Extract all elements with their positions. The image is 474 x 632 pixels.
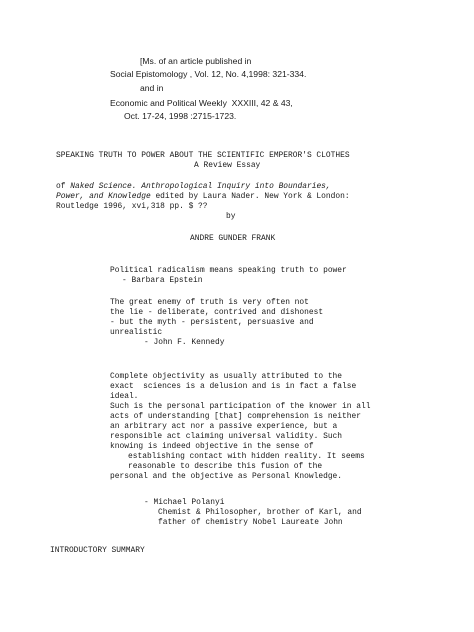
- quote3-line-11: personal and the objective as Personal Knowledge.: [110, 472, 343, 481]
- citation-editor: edited by Laura Nader. New York & London:: [150, 192, 350, 201]
- quote3-attribution-detail-1: Chemist & Philosopher, brother of Karl, and: [158, 508, 362, 517]
- quote3-line-2: exact sciences is a delusion and is in fact a false: [110, 382, 357, 391]
- quote2-attribution: - John F. Kennedy: [144, 338, 225, 347]
- header-line-3: and in: [140, 83, 164, 93]
- quote2-line-1: The great enemy of truth is very often not: [110, 298, 309, 307]
- review-citation-line-3: Routledge 1996, xvi,318 pp. $ ??: [56, 202, 208, 211]
- quote3-line-8: knowing is indeed objective in the sense of: [110, 442, 314, 451]
- quote3-attribution: - Michael Polanyi: [144, 498, 225, 507]
- review-citation-line-2: [56, 192, 350, 202]
- quote3-line-6: an arbitrary act nor a passive experience, but a: [110, 422, 338, 431]
- header-line-4: Economic and Political Weekly XXXIII, 42 & 43,: [110, 98, 293, 108]
- citation-prefix: of: [56, 182, 71, 191]
- quote3-line-9: establishing contact with hidden reality. It seems: [128, 452, 365, 461]
- quote3-line-1: Complete objectivity as usually attributed to the: [110, 372, 343, 381]
- review-citation-line-1: [56, 182, 331, 192]
- quote3-line-3: ideal.: [110, 392, 139, 401]
- essay-subtitle: A Review Essay: [194, 161, 261, 170]
- quote2-line-4: unrealistic: [110, 328, 163, 337]
- quote3-line-4: Such is the personal participation of the knower in all: [110, 402, 371, 411]
- quote2-line-3: - but the myth - persistent, persuasive and: [110, 318, 314, 327]
- header-line-1: [Ms. of an article published in: [140, 56, 252, 66]
- essay-title: SPEAKING TRUTH TO POWER ABOUT THE SCIENTIFIC EMPEROR'S CLOTHES: [56, 151, 350, 160]
- header-line-5: Oct. 17-24, 1998 :2715-1723.: [124, 111, 237, 121]
- section-heading: INTRODUCTORY SUMMARY: [50, 546, 145, 555]
- quote3-line-5: acts of understanding [that] comprehension is neither: [110, 412, 361, 421]
- book-title-part-2: Power, and Knowledge: [56, 192, 151, 201]
- quote1-attribution: - Barbara Epstein: [122, 276, 203, 285]
- header-line-2: Social Epistomology , Vol. 12, No. 4,1998: 321-334.: [110, 69, 307, 79]
- by-line: by: [226, 212, 236, 221]
- quote1-line-1: Political radicalism means speaking truth to power: [110, 266, 347, 275]
- quote3-attribution-detail-2: father of chemistry Nobel Laureate John: [158, 518, 343, 527]
- quote2-line-2: the lie - deliberate, contrived and dishonest: [110, 308, 324, 317]
- author-name: ANDRE GUNDER FRANK: [190, 234, 276, 243]
- book-title-part-1: Naked Science. Anthropological Inquiry into Boundaries,: [70, 182, 331, 191]
- quote3-line-7: responsible act claiming universal validity. Such: [110, 432, 343, 441]
- quote3-line-10: reasonable to describe this fusion of the: [128, 462, 323, 471]
